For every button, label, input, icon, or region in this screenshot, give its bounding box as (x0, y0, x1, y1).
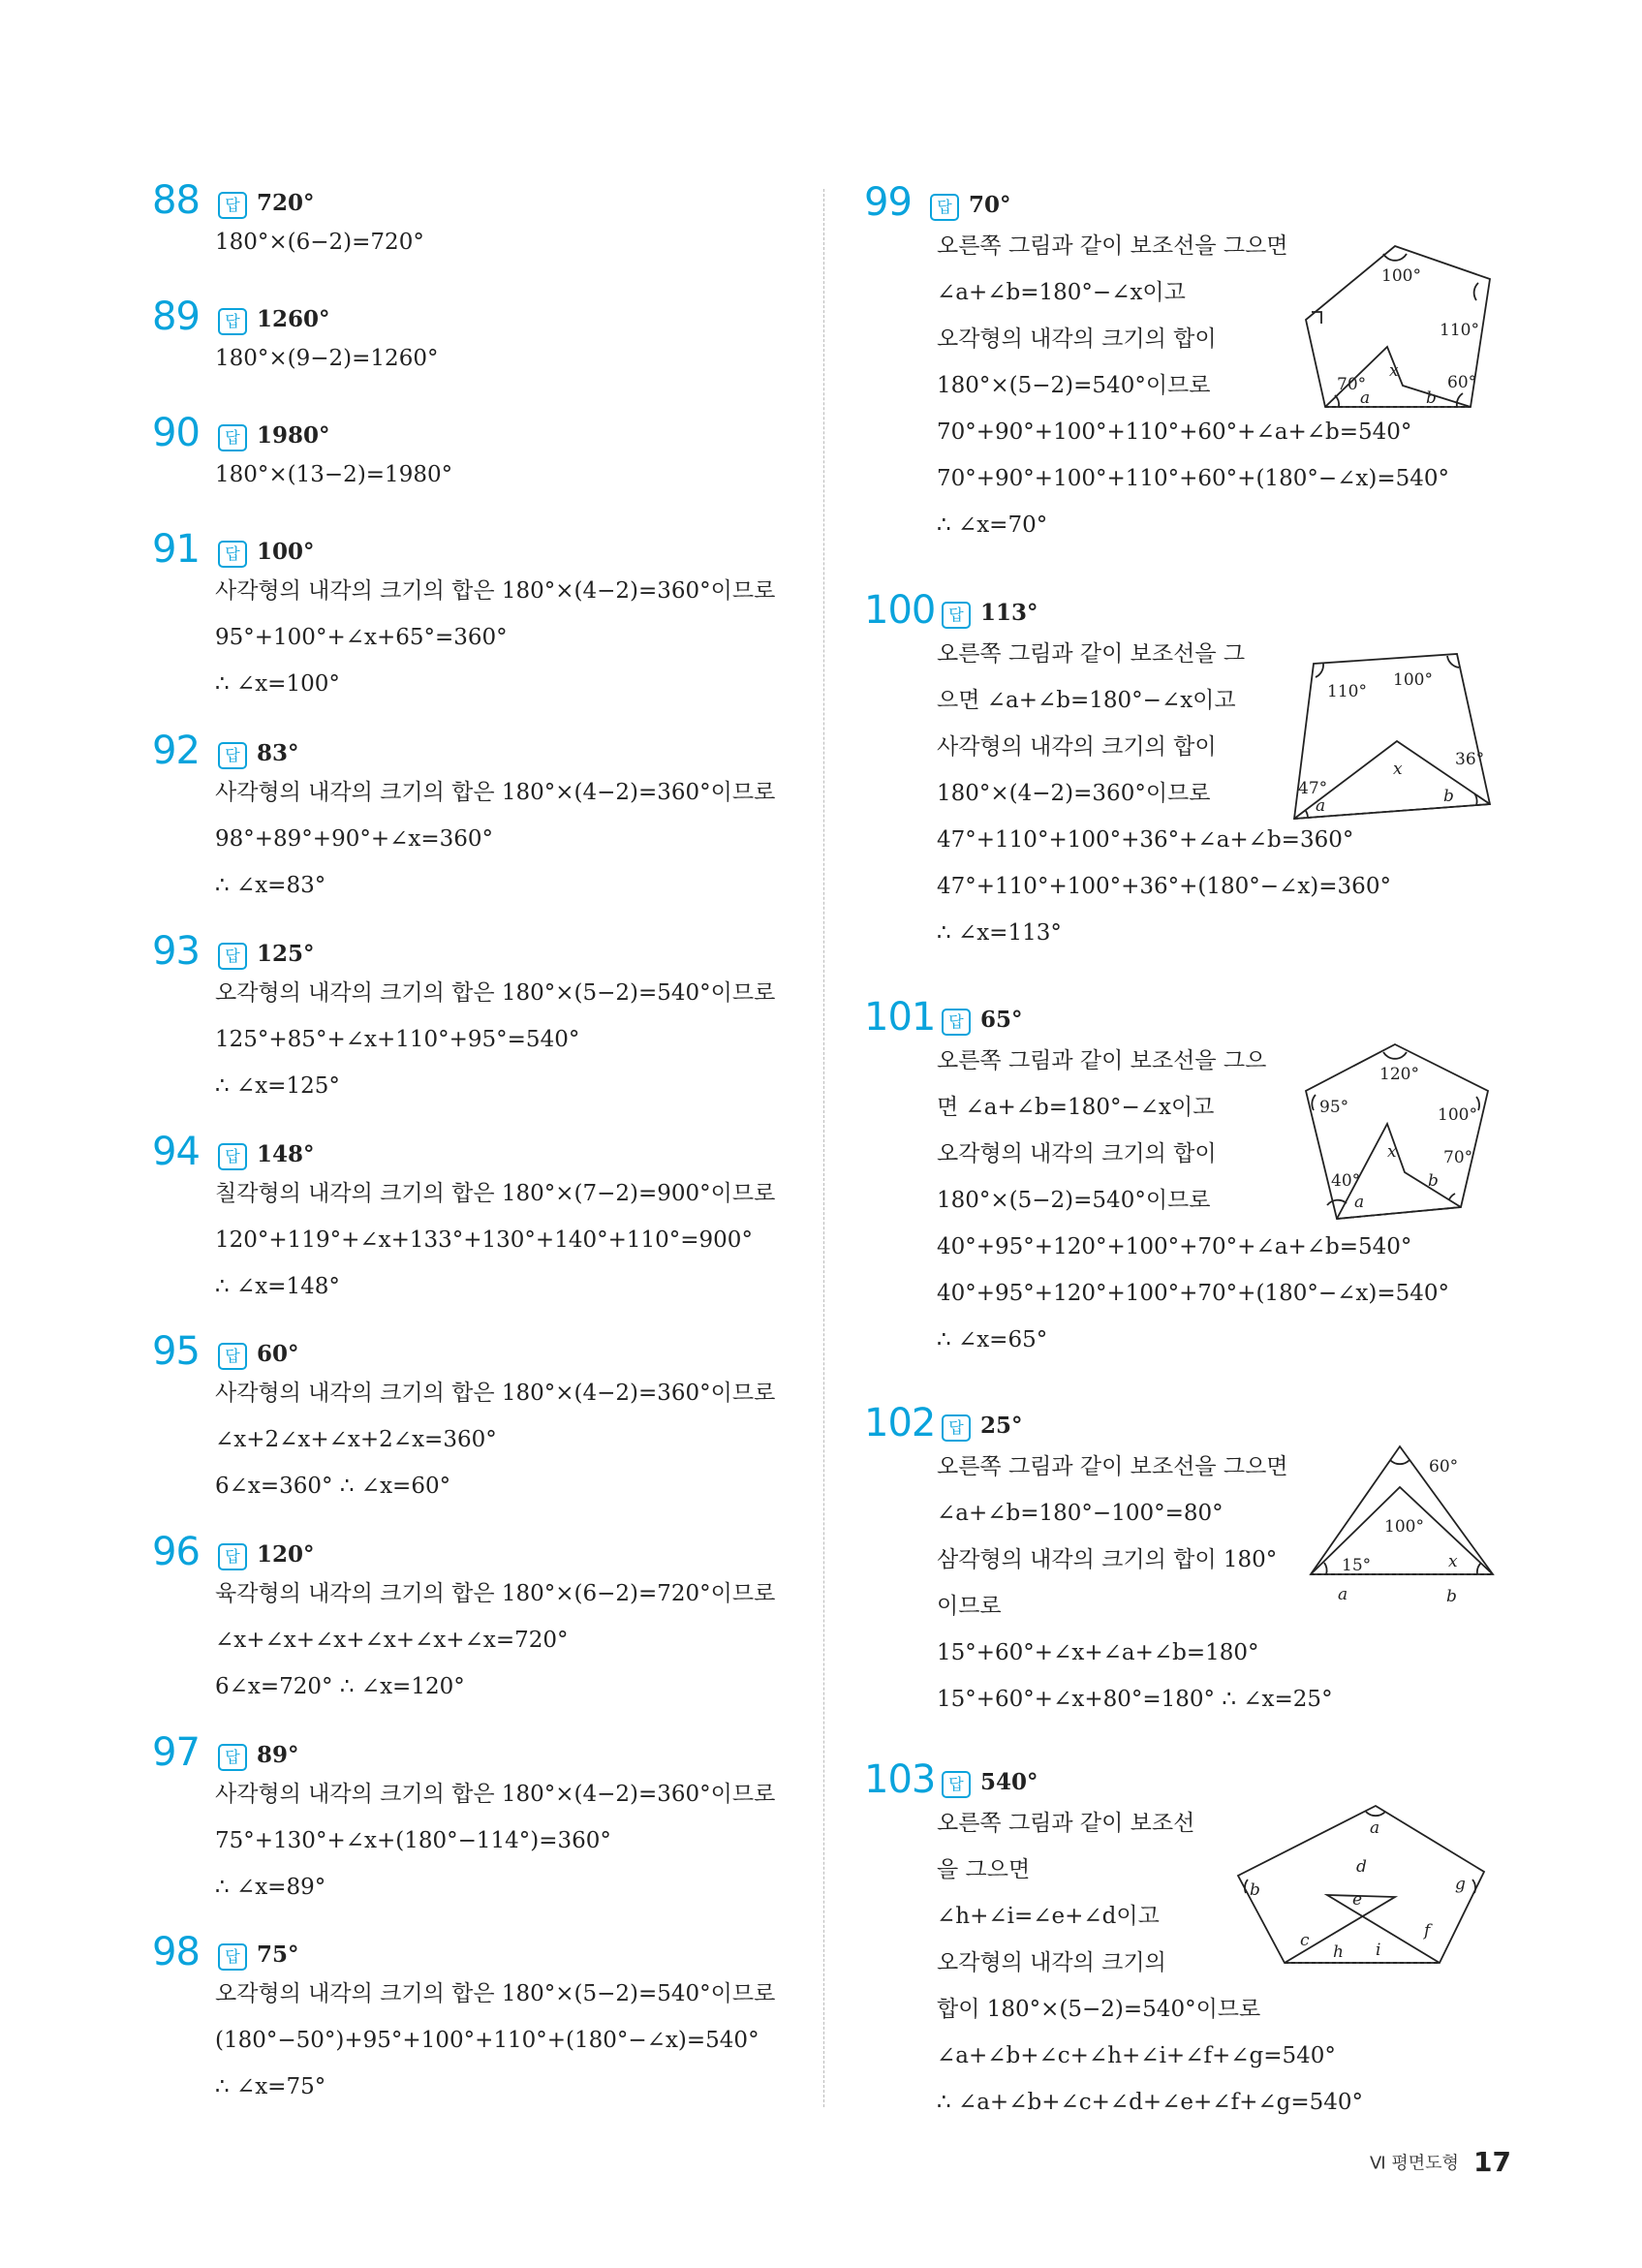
answer-value: 25° (980, 1413, 1023, 1439)
answer-value: 720° (257, 190, 315, 216)
solution-line: 으면 ∠a+∠b=180°−∠x이고 (937, 688, 1236, 713)
solution-line: ∴ ∠x=65° (937, 1327, 1048, 1352)
fig99-label-110: 110° (1440, 321, 1479, 340)
answer-value: 148° (257, 1141, 315, 1167)
solution-line: ∴ ∠x=75° (215, 2074, 326, 2099)
fig100-label-36: 36° (1455, 750, 1485, 769)
solution-line: 40°+95°+120°+100°+70°+∠a+∠b=540° (937, 1234, 1412, 1259)
solution-line: 사각형의 내각의 크기의 합은 180°×(4−2)=360°이므로 (215, 1782, 776, 1807)
fig99-label-a: a (1360, 388, 1371, 408)
fig102-label-x: x (1448, 1552, 1458, 1571)
solution-line: 오른쪽 그림과 같이 보조선을 그으면 (937, 1454, 1288, 1479)
solution-line: ∴ ∠x=113° (937, 920, 1062, 946)
fig100-label-47: 47° (1298, 779, 1328, 798)
column-divider (823, 189, 824, 2107)
answer-value: 540° (980, 1769, 1038, 1795)
solution-line: 오른쪽 그림과 같이 보조선을 그으 (937, 1048, 1267, 1073)
answer-badge: 답 (218, 1744, 247, 1771)
fig100-label-110: 110° (1327, 682, 1367, 701)
figure-102 (1303, 1439, 1502, 1608)
solution-line: ∠a+∠b=180°−∠x이고 (937, 280, 1186, 305)
problem-number: 100 (864, 588, 936, 633)
solution-line: 47°+110°+100°+36°+∠a+∠b=360° (937, 827, 1354, 853)
answer-value: 89° (257, 1742, 299, 1768)
answer-value: 60° (257, 1341, 299, 1367)
solution-line: ∴ ∠a+∠b+∠c+∠d+∠e+∠f+∠g=540° (937, 2090, 1364, 2115)
solution-line: 180°×(9−2)=1260° (215, 346, 439, 371)
problem-number: 103 (864, 1757, 936, 1802)
fig103-label-a: a (1370, 1818, 1380, 1838)
problem-number: 89 (152, 295, 200, 339)
figure-101 (1298, 1037, 1502, 1226)
answer-badge: 답 (218, 1543, 247, 1570)
problem-number: 102 (864, 1401, 936, 1445)
solution-line: 오각형의 내각의 크기의 합은 180°×(5−2)=540°이므로 (215, 980, 776, 1006)
fig103-label-b: b (1250, 1880, 1260, 1900)
solution-line: (180°−50°)+95°+100°+110°+(180°−∠x)=540° (215, 2028, 759, 2053)
solution-line: 70°+90°+100°+110°+60°+∠a+∠b=540° (937, 419, 1412, 445)
problem-number: 88 (152, 178, 200, 223)
solution-line: 면 ∠a+∠b=180°−∠x이고 (937, 1095, 1215, 1120)
answer-badge: 답 (218, 308, 247, 335)
fig102-label-15: 15° (1342, 1556, 1372, 1575)
fig103-label-g: g (1455, 1875, 1466, 1894)
fig100-label-100: 100° (1393, 670, 1433, 690)
answer-value: 70° (969, 192, 1011, 218)
fig100-label-b: b (1443, 787, 1454, 806)
solution-line: 오각형의 내각의 크기의 합이 (937, 1141, 1217, 1166)
problem-number: 94 (152, 1130, 200, 1174)
solution-line: 180°×(6−2)=720° (215, 230, 424, 255)
solution-line: 70°+90°+100°+110°+60°+(180°−∠x)=540° (937, 466, 1449, 491)
fig102-label-b: b (1446, 1587, 1457, 1606)
problem-number: 98 (152, 1930, 200, 1974)
solution-line: 98°+89°+90°+∠x=360° (215, 826, 494, 852)
fig99-label-x: x (1389, 361, 1399, 381)
problem-number: 92 (152, 729, 200, 773)
fig100-label-x: x (1393, 760, 1403, 779)
answer-badge: 답 (942, 1771, 971, 1798)
answer-value: 65° (980, 1007, 1023, 1033)
fig101-label-b: b (1428, 1171, 1439, 1191)
fig102-label-60: 60° (1429, 1457, 1459, 1476)
answer-badge: 답 (218, 192, 247, 219)
fig103-label-i: i (1376, 1941, 1381, 1960)
section-title: Ⅵ 평면도형 (1370, 2153, 1459, 2174)
solution-line: ∠a+∠b=180°−100°=80° (937, 1501, 1224, 1526)
fig101-label-70: 70° (1443, 1148, 1473, 1167)
page-number: 17 (1473, 2146, 1511, 2178)
solution-line: 오른쪽 그림과 같이 보조선을 그으면 (937, 233, 1288, 259)
solution-line: ∴ ∠x=83° (215, 873, 326, 898)
solution-line: 합이 180°×(5−2)=540°이므로 (937, 1997, 1261, 2022)
fig103-label-e: e (1352, 1890, 1363, 1910)
answer-badge: 답 (942, 602, 971, 629)
answer-badge: 답 (218, 1343, 247, 1370)
solution-line: ∴ ∠x=89° (215, 1875, 326, 1900)
solution-line: 47°+110°+100°+36°+(180°−∠x)=360° (937, 874, 1391, 899)
answer-value: 113° (980, 600, 1038, 626)
solution-line: 오른쪽 그림과 같이 보조선을 그 (937, 641, 1246, 667)
solution-line: ∴ ∠x=148° (215, 1274, 340, 1299)
solution-line: 이므로 (937, 1594, 1002, 1619)
solution-line: 75°+130°+∠x+(180°−114°)=360° (215, 1828, 611, 1853)
fig102-label-100: 100° (1384, 1517, 1424, 1537)
fig103-label-h: h (1333, 1942, 1344, 1962)
answer-badge: 답 (218, 541, 247, 568)
solution-line: 오각형의 내각의 크기의 합은 180°×(5−2)=540°이므로 (215, 1981, 776, 2006)
solution-line: 180°×(13−2)=1980° (215, 462, 453, 487)
solution-line: 을 그으면 (937, 1857, 1031, 1882)
solution-line: 삼각형의 내각의 크기의 합이 180° (937, 1547, 1278, 1572)
fig99-label-b: b (1426, 388, 1437, 408)
answer-badge: 답 (218, 943, 247, 970)
fig102-label-a: a (1338, 1585, 1348, 1604)
solution-line: 사각형의 내각의 크기의 합은 180°×(4−2)=360°이므로 (215, 780, 776, 805)
answer-badge: 답 (218, 742, 247, 769)
solution-line: 180°×(5−2)=540°이므로 (937, 1188, 1211, 1213)
solution-line: 사각형의 내각의 크기의 합은 180°×(4−2)=360°이므로 (215, 578, 776, 604)
answer-value: 83° (257, 740, 299, 766)
problem-number: 97 (152, 1730, 200, 1775)
answer-badge: 답 (218, 1143, 247, 1170)
solution-line: 180°×(4−2)=360°이므로 (937, 781, 1211, 806)
solution-line: 95°+100°+∠x+65°=360° (215, 625, 508, 650)
solution-line: 육각형의 내각의 크기의 합은 180°×(6−2)=720°이므로 (215, 1581, 776, 1606)
solution-line: ∠x+2∠x+∠x+2∠x=360° (215, 1427, 497, 1452)
answer-badge: 답 (930, 194, 959, 221)
fig101-label-120: 120° (1379, 1065, 1419, 1084)
problem-number: 95 (152, 1329, 200, 1374)
solution-line: 180°×(5−2)=540°이므로 (937, 373, 1211, 398)
answer-badge: 답 (218, 424, 247, 451)
fig100-label-a: a (1316, 796, 1326, 816)
figure-103 (1230, 1800, 1492, 1974)
answer-value: 125° (257, 941, 315, 967)
problem-number: 101 (864, 995, 936, 1040)
fig99-label-70: 70° (1337, 375, 1367, 394)
solution-line: 15°+60°+∠x+∠a+∠b=180° (937, 1640, 1259, 1665)
answer-value: 1260° (257, 306, 330, 332)
page-footer (1370, 2146, 1511, 2178)
solution-line: 사각형의 내각의 크기의 합이 (937, 734, 1217, 760)
solution-line: ∠h+∠i=∠e+∠d이고 (937, 1904, 1160, 1929)
problem-number: 96 (152, 1530, 200, 1574)
solution-line: 6∠x=720° ∴ ∠x=120° (215, 1674, 465, 1699)
solution-line: 오각형의 내각의 크기의 (937, 1950, 1166, 1975)
figure-99 (1298, 240, 1502, 415)
solution-line: ∴ ∠x=100° (215, 671, 340, 697)
fig101-label-95: 95° (1319, 1098, 1349, 1117)
figure-100 (1286, 635, 1514, 828)
solution-line: ∠a+∠b+∠c+∠h+∠i+∠f+∠g=540° (937, 2043, 1336, 2068)
solution-line: 125°+85°+∠x+110°+95°=540° (215, 1027, 580, 1052)
solution-line: 오각형의 내각의 크기의 합이 (937, 326, 1217, 352)
problem-number: 93 (152, 929, 200, 974)
fig103-label-f: f (1424, 1921, 1431, 1941)
answer-badge: 답 (942, 1009, 971, 1036)
fig103-label-c: c (1300, 1931, 1310, 1950)
solution-line: ∠x+∠x+∠x+∠x+∠x+∠x=720° (215, 1628, 569, 1653)
problem-number: 99 (864, 180, 912, 225)
fig101-label-100: 100° (1438, 1105, 1477, 1125)
solution-line: ∴ ∠x=125° (215, 1073, 340, 1099)
solution-line: 120°+119°+∠x+133°+130°+140°+110°=900° (215, 1227, 753, 1253)
answer-value: 100° (257, 539, 315, 565)
answer-value: 120° (257, 1541, 315, 1568)
solution-line: 사각형의 내각의 크기의 합은 180°×(4−2)=360°이므로 (215, 1381, 776, 1406)
fig101-label-a: a (1354, 1193, 1365, 1212)
fig101-label-x: x (1387, 1142, 1397, 1162)
answer-badge: 답 (218, 1943, 247, 1971)
fig99-label-60: 60° (1447, 373, 1477, 392)
problem-number: 90 (152, 411, 200, 455)
solution-line: ∴ ∠x=70° (937, 513, 1048, 538)
solution-line: 40°+95°+120°+100°+70°+(180°−∠x)=540° (937, 1281, 1449, 1306)
solution-line: 오른쪽 그림과 같이 보조선 (937, 1811, 1195, 1836)
solution-line: 15°+60°+∠x+80°=180° ∴ ∠x=25° (937, 1687, 1333, 1712)
answer-value: 75° (257, 1942, 299, 1968)
problem-number: 91 (152, 527, 200, 572)
answer-badge: 답 (942, 1414, 971, 1442)
fig103-label-d: d (1356, 1857, 1367, 1877)
answer-value: 1980° (257, 422, 330, 449)
solution-line: 칠각형의 내각의 크기의 합은 180°×(7−2)=900°이므로 (215, 1181, 776, 1206)
fig99-label-100: 100° (1381, 266, 1421, 286)
solution-line: 6∠x=360° ∴ ∠x=60° (215, 1474, 451, 1499)
fig101-label-40: 40° (1331, 1171, 1361, 1191)
